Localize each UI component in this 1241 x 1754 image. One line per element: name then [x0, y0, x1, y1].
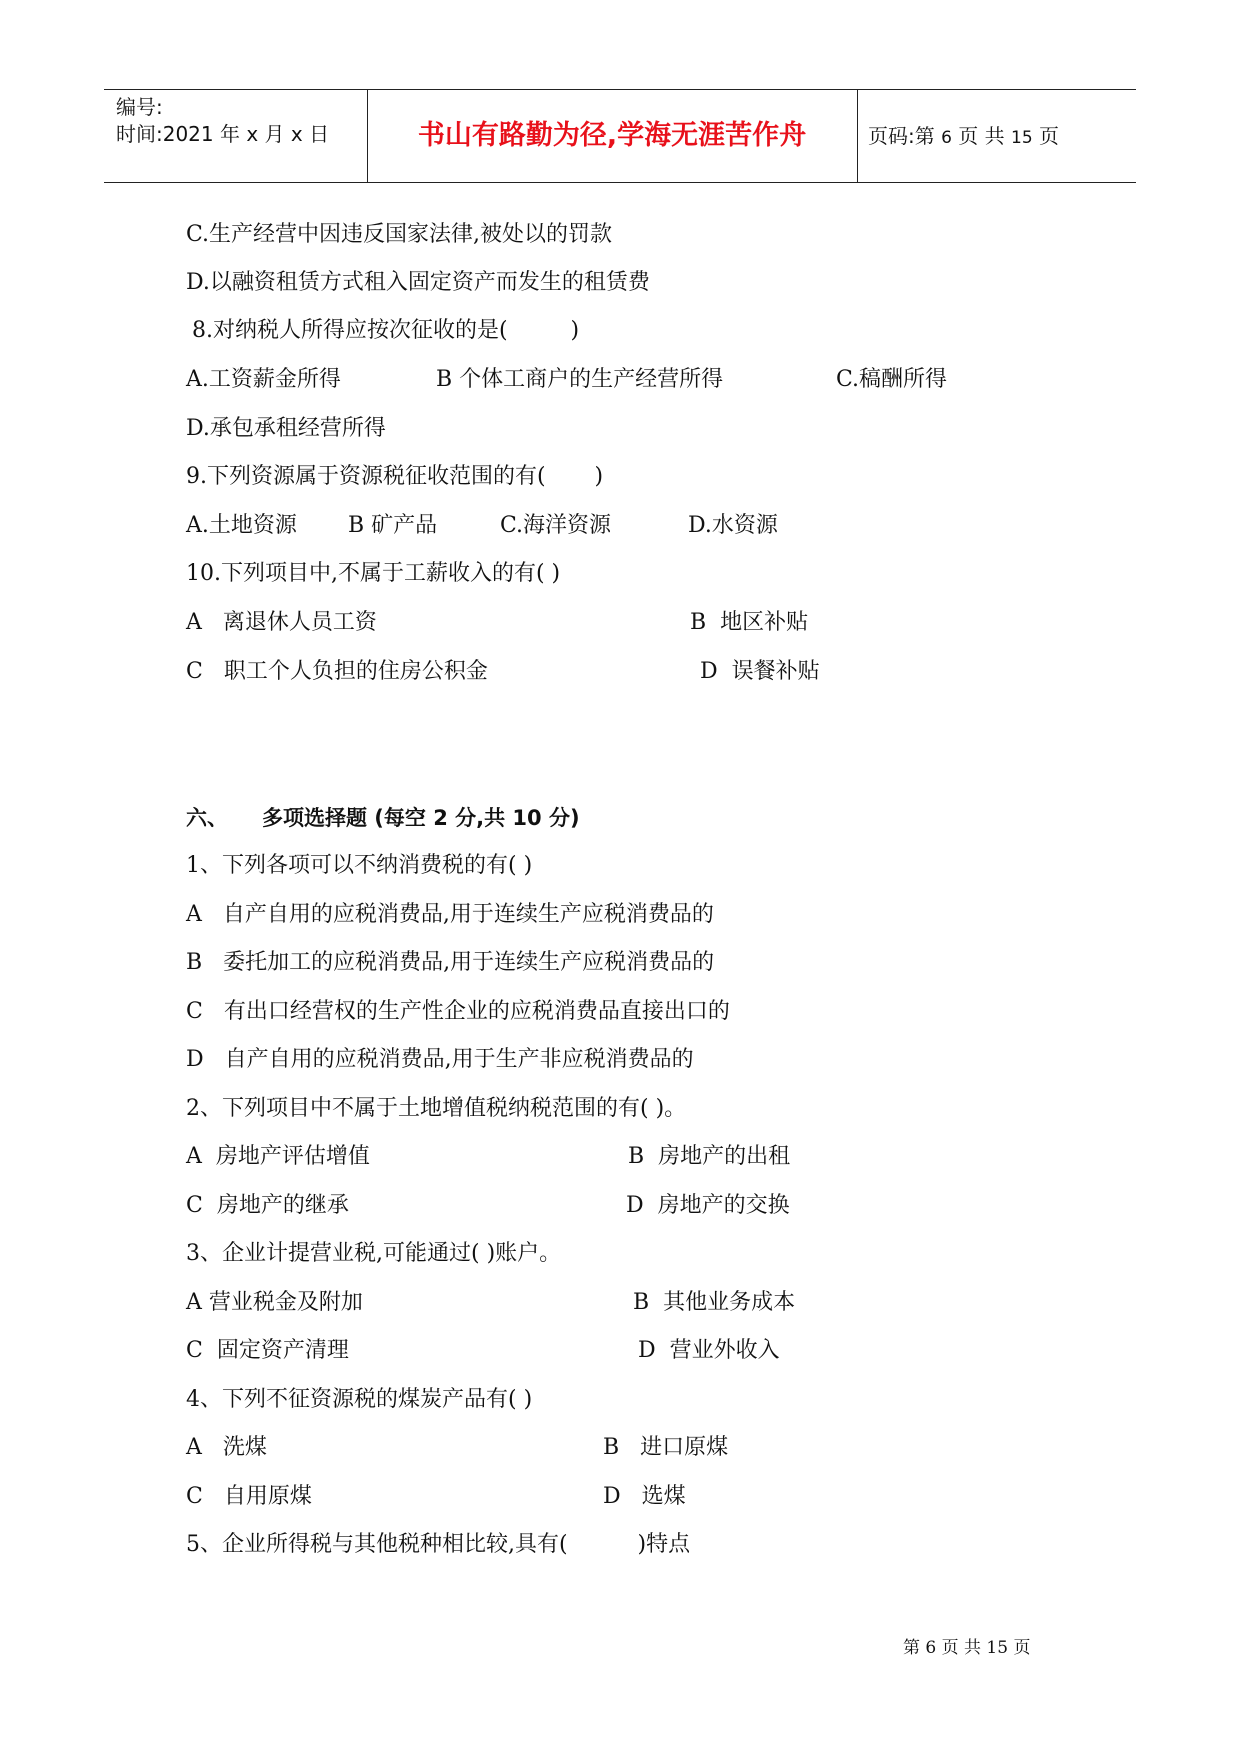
question-line: 10.下列项目中,不属于工薪收入的有( ) — [186, 561, 561, 586]
option-line: C.海洋资源 — [500, 513, 612, 538]
page-number: 6 — [941, 128, 952, 148]
page-footer: 第 6 页 共 15 页 — [903, 1638, 1031, 1658]
serial-label: 编号: — [116, 95, 163, 119]
option-line: A 营业税金及附加 — [186, 1290, 363, 1315]
option-line: A 房地产评估增值 — [186, 1144, 370, 1169]
option-line: D 选煤 — [603, 1484, 686, 1509]
option-line: B 进口原煤 — [603, 1435, 729, 1460]
option-line: B 矿产品 — [348, 513, 438, 538]
question-line: 8.对纳税人所得应按次征收的是( ) — [192, 318, 580, 343]
time-label: 时间:2021 年 x 月 x 日 — [116, 122, 330, 146]
question-line: 2、下列项目中不属于土地增值税纳税范围的有( )。 — [186, 1096, 687, 1121]
question-line: 1、下列各项可以不纳消费税的有( ) — [186, 853, 533, 878]
option-line: B 房地产的出租 — [628, 1144, 791, 1169]
option-line: C 有出口经营权的生产性企业的应税消费品直接出口的 — [186, 999, 730, 1024]
option-line: C 固定资产清理 — [186, 1338, 349, 1363]
option-line: C 自用原煤 — [186, 1484, 312, 1509]
option-line: C 职工个人负担的住房公积金 — [186, 659, 488, 684]
header-page-info — [868, 90, 1059, 182]
option-line: A 洗煤 — [186, 1435, 267, 1460]
option-line: D 营业外收入 — [638, 1338, 780, 1363]
option-line: B 委托加工的应税消费品,用于连续生产应税消费品的 — [186, 950, 715, 975]
page-prefix: 页码:第 — [868, 124, 935, 148]
page-mid: 页 共 — [958, 124, 1005, 148]
page-suffix: 页 — [1039, 124, 1060, 148]
option-line: C 房地产的继承 — [186, 1193, 349, 1218]
question-line: 4、下列不征资源税的煤炭产品有( ) — [186, 1387, 533, 1412]
option-line: A 离退休人员工资 — [186, 610, 377, 635]
header-meta — [116, 94, 329, 148]
page-header — [104, 89, 1136, 183]
page-total: 15 — [1011, 128, 1033, 148]
option-line: D.以融资租赁方式租入固定资产而发生的租赁费 — [186, 270, 650, 295]
option-line: D 误餐补贴 — [700, 659, 820, 684]
option-line: A.土地资源 — [186, 513, 297, 538]
option-line: C.生产经营中因违反国家法律,被处以的罚款 — [186, 222, 613, 247]
option-line: D.水资源 — [688, 513, 778, 538]
option-line: D.承包承租经营所得 — [186, 416, 386, 441]
section-number: 六、 — [186, 806, 228, 830]
option-line: A 自产自用的应税消费品,用于连续生产应税消费品的 — [186, 902, 714, 927]
question-line: 5、企业所得税与其他税种相比较,具有( )特点 — [186, 1532, 691, 1557]
option-line: D 自产自用的应税消费品,用于生产非应税消费品的 — [186, 1047, 694, 1072]
option-line: A.工资薪金所得 — [186, 367, 341, 392]
option-line: B 个体工商户的生产经营所得 — [436, 367, 724, 392]
header-divider-right — [857, 90, 858, 182]
question-line: 3、企业计提营业税,可能通过( )账户。 — [186, 1241, 562, 1266]
question-line: 9.下列资源属于资源税征收范围的有( ) — [186, 464, 604, 489]
option-line: B 地区补贴 — [690, 610, 809, 635]
section-title: 多项选择题 (每空 2 分,共 10 分) — [262, 806, 580, 830]
option-line: D 房地产的交换 — [626, 1193, 790, 1218]
header-motto: 书山有路勤为径,学海无涯苦作舟 — [417, 120, 807, 151]
option-line: C.稿酬所得 — [836, 367, 948, 392]
option-line: B 其他业务成本 — [633, 1290, 796, 1315]
